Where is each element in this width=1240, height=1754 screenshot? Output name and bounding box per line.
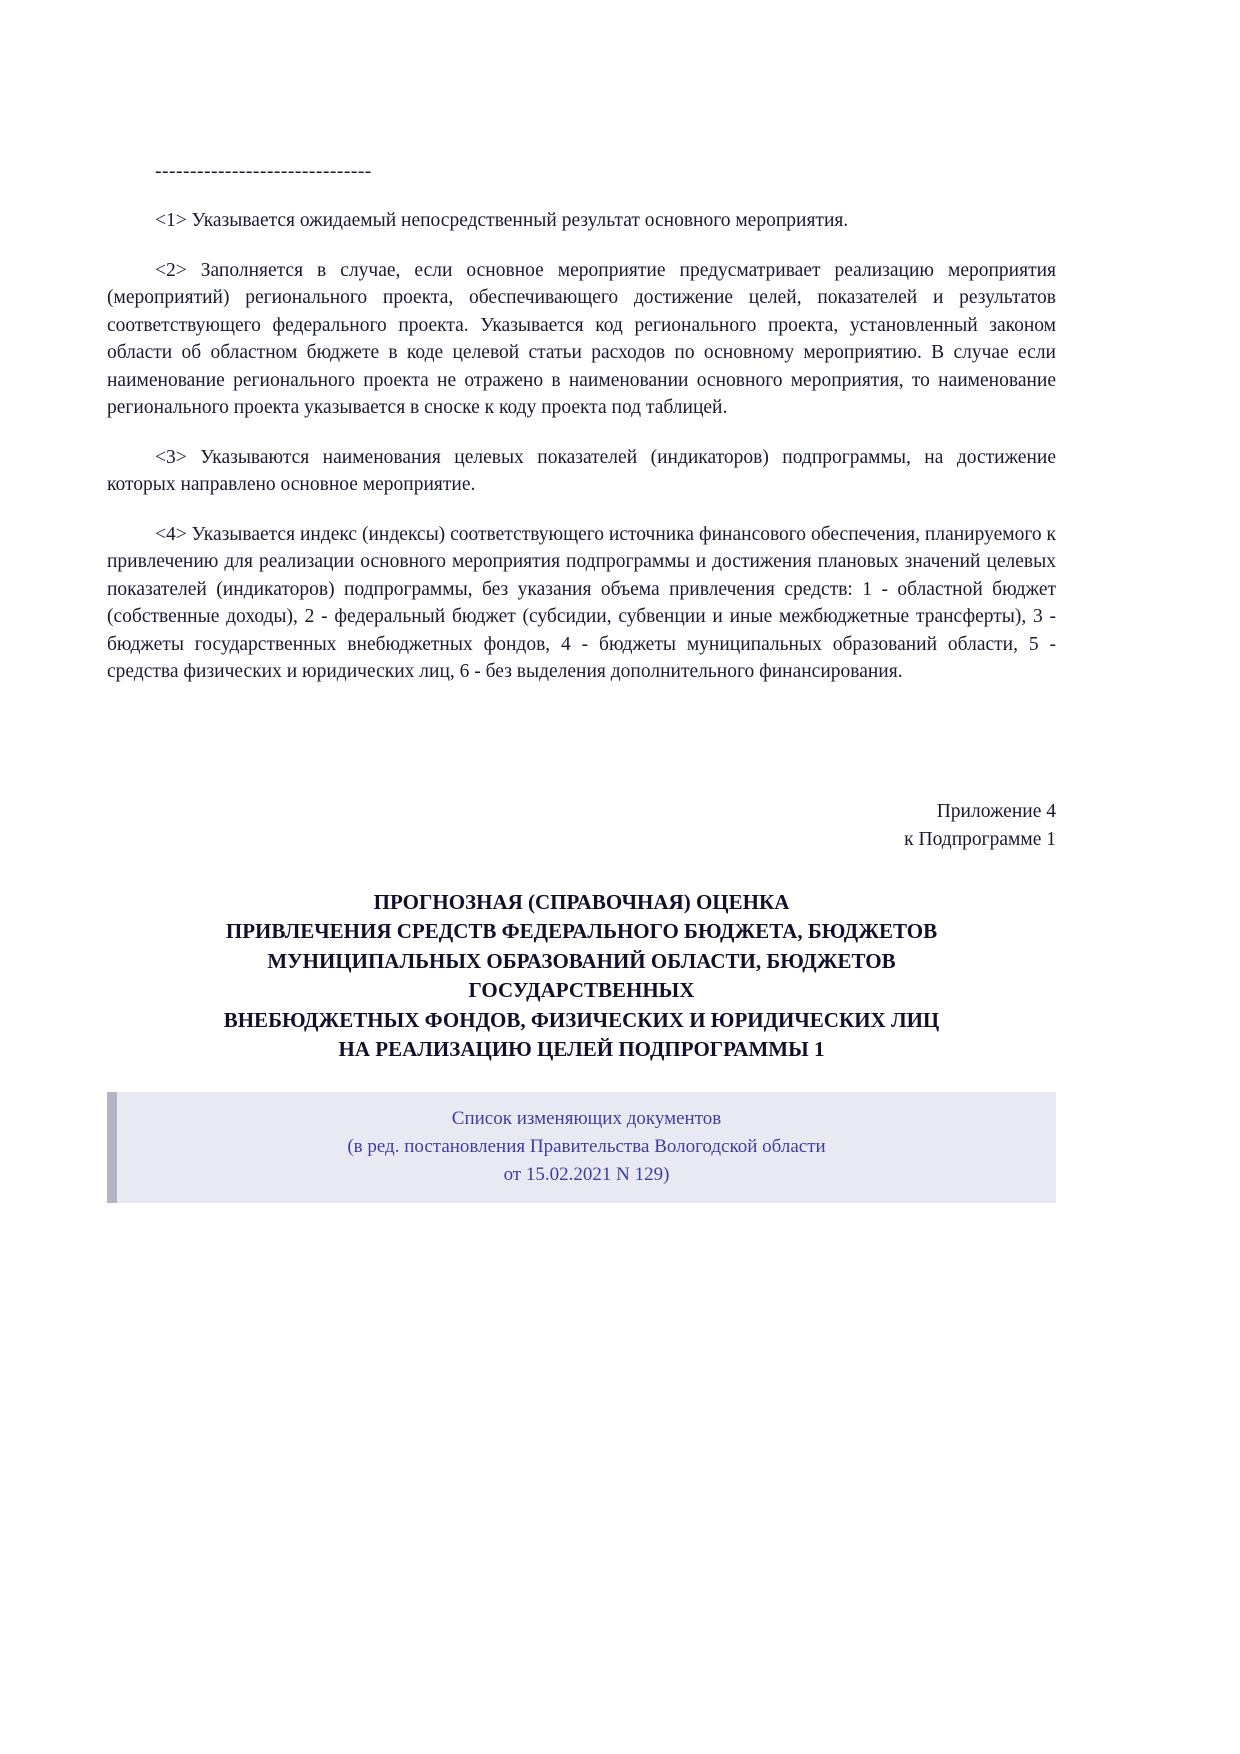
footnote-3: <3> Указываются наименования целевых показателей (индикаторов) подпрограммы, на достижение которых направлено основное мероприятие.: [107, 446, 1056, 495]
document-title: [107, 888, 1056, 1065]
amendment-note-line-1: Список изменяющих документов: [451, 1107, 722, 1129]
title-line-3: МУНИЦИПАЛЬНЫХ ОБРАЗОВАНИЙ ОБЛАСТИ, БЮДЖЕТОВ: [267, 948, 896, 973]
title-line-5: ВНЕБЮДЖЕТНЫХ ФОНДОВ, ФИЗИЧЕСКИХ И ЮРИДИЧЕСКИХ ЛИЦ: [223, 1007, 940, 1032]
amendment-note-line-3: от 15.02.2021 N 129): [503, 1163, 670, 1185]
footnote-4: <4> Указывается индекс (индексы) соответствующего источника финансового обеспечения, планируемого к привлечению для реализации основного мероприятия подпрограммы и достижения плановых значений целевых показателей (индикаторов) подпрограммы, без указания объема привлечения средств: 1 - областной бюджет (собственные доходы), 2 - федеральный бюджет (субсидии, субвенции и иные межбюджетные трансферты), 3 - бюджеты государственных внебюджетных фондов, 4 - бюджеты муниципальных образований области, 5 - средства физических и юридических лиц, 6 - без выделения дополнительного финансирования.: [107, 523, 1056, 682]
title-line-4: ГОСУДАРСТВЕННЫХ: [468, 978, 695, 1002]
footnote-2: <2> Заполняется в случае, если основное мероприятие предусматривает реализацию мероприятия (мероприятий) регионального проекта, обеспечивающего достижение целей, показателей и результатов соответствующего федерального проекта. Указывается код регионального проекта, установленный законом области об областном бюджете в коде целевой статьи расходов по основному мероприятию. В случае если наименование регионального проекта не отражено в наименовании основного мероприятия, то наименование регионального проекта указывается в сноске к коду проекта под таблицей.: [107, 259, 1056, 418]
appendix-line-2: к Подпрограмме 1: [904, 828, 1056, 850]
footnote-separator: -------------------------------: [155, 161, 372, 182]
title-line-1: ПРОГНОЗНАЯ (СПРАВОЧНАЯ) ОЦЕНКА: [373, 889, 790, 914]
appendix-line-1: Приложение 4: [936, 800, 1056, 822]
footnote-1: <1> Указывается ожидаемый непосредственный результат основного мероприятия.: [155, 210, 849, 231]
title-line-2: ПРИВЛЕЧЕНИЯ СРЕДСТВ ФЕДЕРАЛЬНОГО БЮДЖЕТА, БЮДЖЕТОВ: [225, 919, 938, 943]
title-line-6: НА РЕАЛИЗАЦИЮ ЦЕЛЕЙ ПОДПРОГРАММЫ 1: [338, 1037, 825, 1061]
amendment-note-box: [107, 1092, 1056, 1203]
appendix-reference: [107, 798, 1056, 854]
amendment-note-line-2: (в ред. постановления Правительства Вологодской области: [347, 1135, 826, 1157]
